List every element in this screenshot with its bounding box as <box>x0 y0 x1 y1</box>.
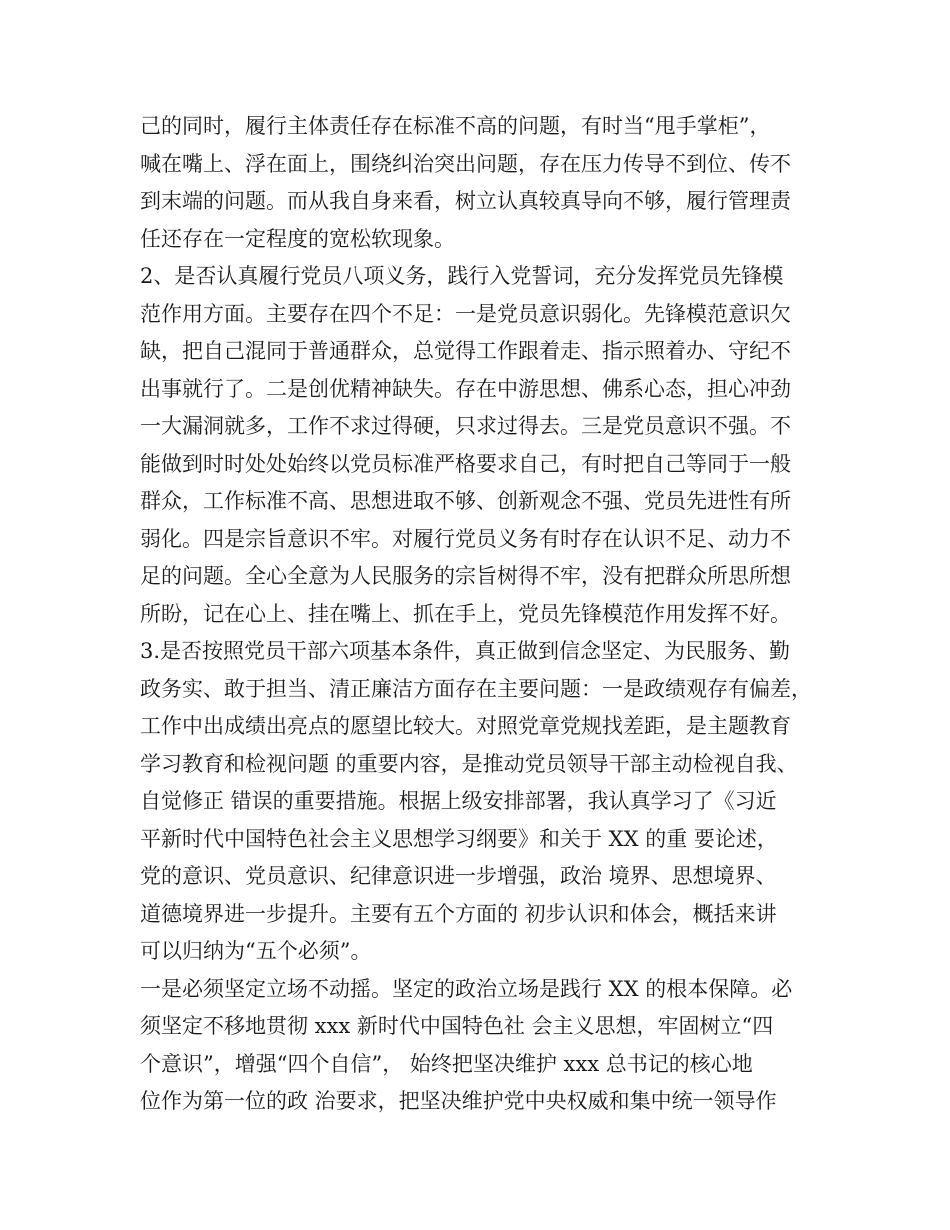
text-line: 位作为第一位的政 治要求，把坚决维护党中央权威和集中统一领导作 <box>140 1089 777 1113</box>
text-line: 一是必须坚定立场不动摇。坚定的政治立场是践行 XX 的根本保障。必 <box>140 976 793 1001</box>
text-line: 喊在嘴上、浮在面上，围绕纠治突出问题，存在压力传导不到位、传不 <box>140 151 791 176</box>
text-line: 道德境界进一步提升。主要有五个方面的 初步认识和体会，概括来讲 <box>140 901 777 926</box>
text-line: 任还存在一定程度的宽松软现象。 <box>140 226 455 251</box>
text-line: 群众，工作标准不高、思想进取不够、创新观念不强、党员先进性有所 <box>140 489 791 513</box>
document-body <box>140 108 840 1121</box>
text-line: 一大漏洞就多，工作不求过得硬，只求过得去。三是党员意识不强。不 <box>140 414 791 438</box>
text-line: 个意识”，增强“四个自信”， 始终把坚决维护 xxx 总书记的核心地 <box>140 1051 753 1076</box>
text-line: 可以归纳为“五个必须”。 <box>140 939 372 963</box>
text-line: 平新时代中国特色社会主义思想学习纲要》和关于 XX 的重 要论述， <box>140 826 778 851</box>
text-line: 缺，把自己混同于普通群众，总觉得工作跟着走、指示照着办、守纪不 <box>140 339 791 363</box>
text-line: 范作用方面。主要存在四个不足：一是党员意识弱化。先锋模范意识欠 <box>140 301 791 326</box>
text-line: 能做到时时处处始终以党员标准严格要求自己，有时把自己等同于一般 <box>140 451 791 476</box>
text-line: 党的意识、党员意识、纪律意识进一步增强，政治 境界、思想境界、 <box>140 864 777 888</box>
text-line: 所盼，记在心上、挂在嘴上、抓在手上，党员先锋模范作用发挥不好。 <box>140 601 791 626</box>
text-line: 出事就行了。二是创优精神缺失。存在中游思想、佛系心态，担心冲劲 <box>140 376 791 401</box>
text-line: 须坚定不移地贯彻 xxx 新时代中国特色社 会主义思想，牢固树立“四 <box>140 1014 774 1038</box>
text-line: 2、是否认真履行党员八项义务，践行入党誓词，充分发挥党员先锋模 <box>140 264 784 288</box>
text-line: 政务实、敢于担当、清正廉洁方面存在主要问题：一是政绩观存有偏差， <box>140 676 812 701</box>
text-line: 弱化。四是宗旨意识不牢。对履行党员义务有时存在认识不足、动力不 <box>140 526 791 551</box>
text-line: 工作中出成绩出亮点的愿望比较大。对照党章党规找差距，是主题教育 <box>140 714 791 738</box>
text-line: 自觉修正 错误的重要措施。根据上级安排部署，我认真学习了《习近 <box>140 789 777 813</box>
text-line: 到末端的问题。而从我自身来看，树立认真较真导向不够，履行管理责 <box>140 189 791 213</box>
text-line: 足的问题。全心全意为人民服务的宗旨树得不牢，没有把群众所思所想 <box>140 564 791 588</box>
text-line: 3.是否按照党员干部六项基本条件，真正做到信念坚定、为民服务、勤 <box>140 639 791 663</box>
text-line: 己的同时，履行主体责任存在标准不高的问题，有时当“甩手掌柜”， <box>140 114 771 138</box>
text-line: 学习教育和检视问题 的重要内容，是推动党员领导干部主动检视自我、 <box>140 751 798 776</box>
